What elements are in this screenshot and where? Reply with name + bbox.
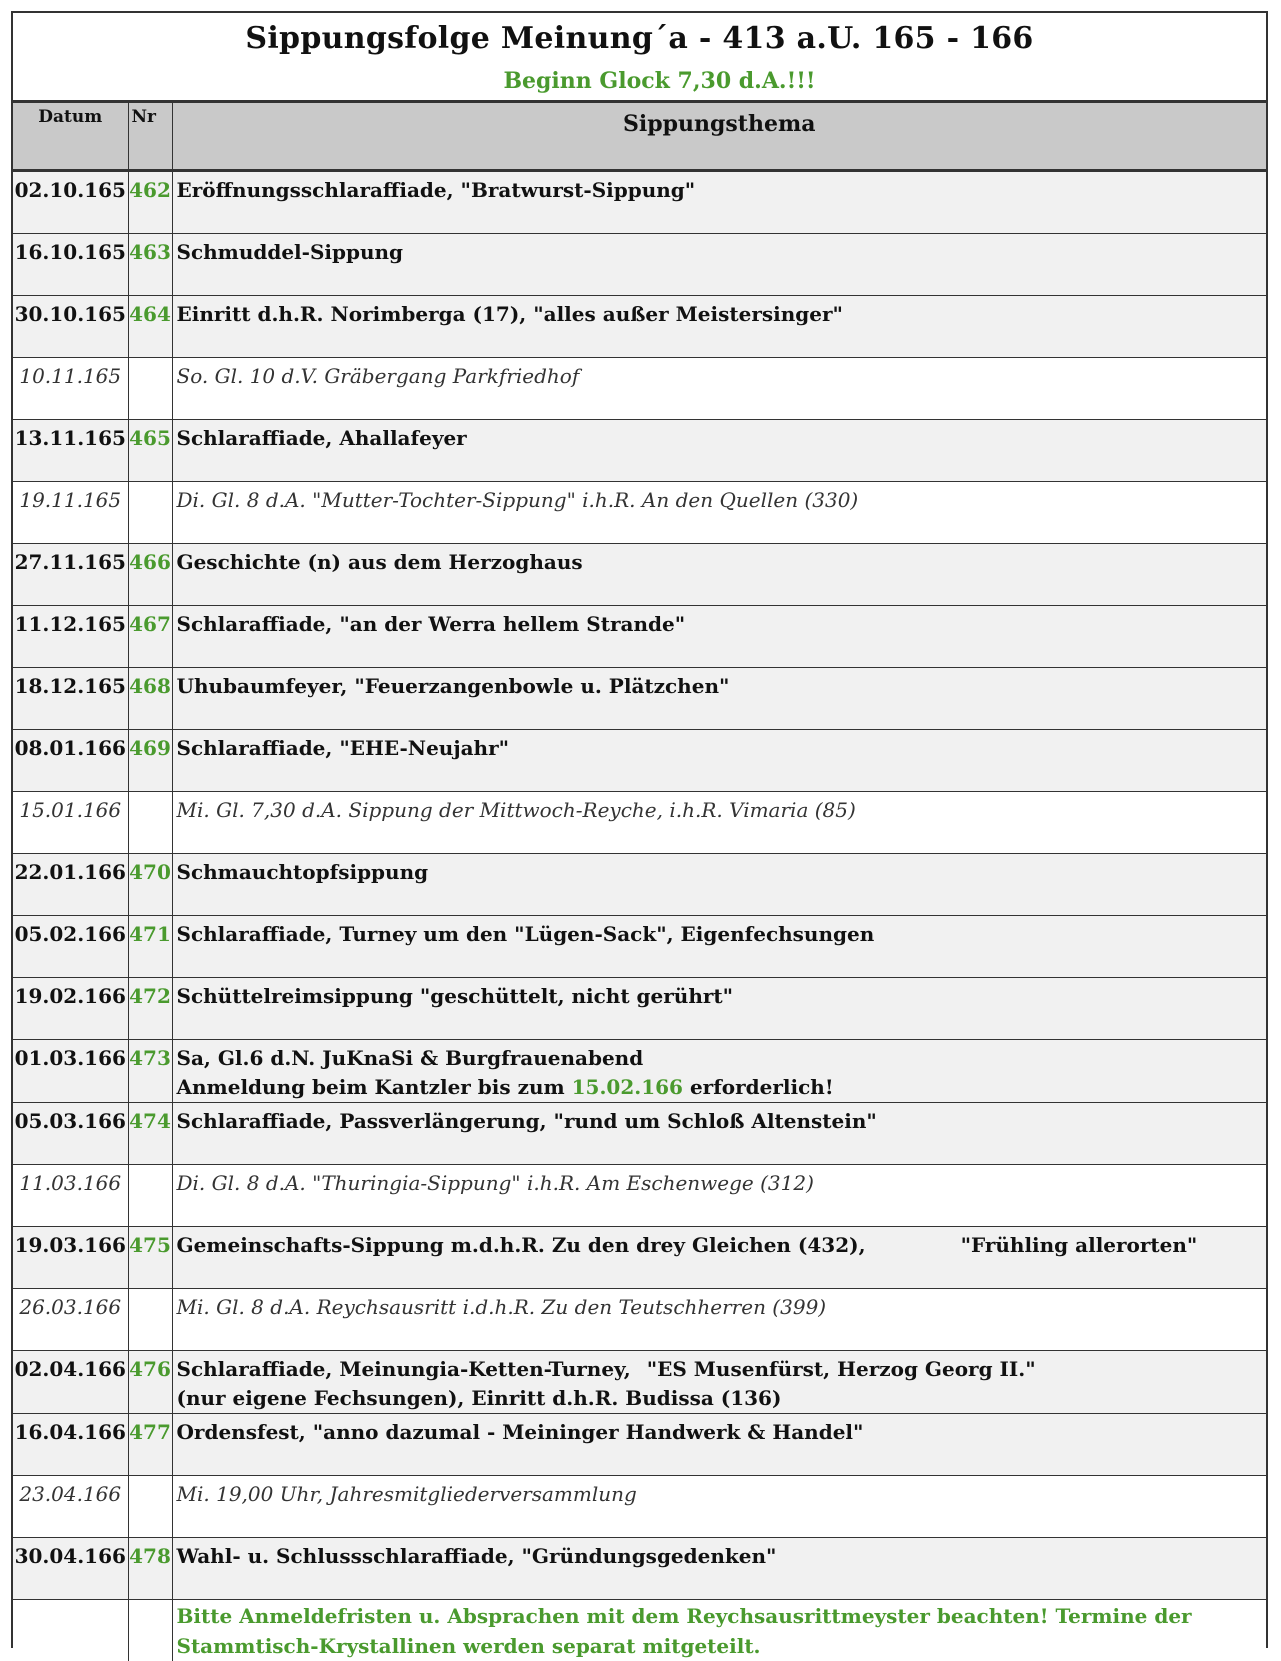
row-topic: Schlaraffiade, "an der Werra hellem Strande" xyxy=(172,606,1266,668)
row-date: 30.10.165 xyxy=(13,296,128,358)
table-header-row xyxy=(13,103,1266,171)
table-row xyxy=(13,544,1266,606)
table-row xyxy=(13,1351,1266,1414)
table-row xyxy=(13,668,1266,730)
row-topic: Wahl- u. Schlussschlaraffiade, "Gründungsgedenken" xyxy=(172,1538,1266,1600)
row-number: 468 xyxy=(128,668,172,730)
row-topic: Mi. 19,00 Uhr, Jahresmitgliederversammlung xyxy=(172,1476,1266,1538)
table-row xyxy=(13,1040,1266,1103)
table-row xyxy=(13,1103,1266,1165)
start-time-note: Beginn Glock 7,30 d.A.!!! xyxy=(13,68,1266,94)
row-date: 30.04.166 xyxy=(13,1538,128,1600)
row-date: 23.04.166 xyxy=(13,1476,128,1538)
row-topic: Schüttelreimsippung "geschüttelt, nicht gerührt" xyxy=(172,978,1266,1040)
schedule-sheet xyxy=(11,11,1268,1648)
row-topic: Schlaraffiade, "EHE-Neujahr" xyxy=(172,730,1266,792)
table-row xyxy=(13,1227,1266,1289)
column-header-nr: Nr xyxy=(128,103,172,171)
schedule-table xyxy=(13,103,1266,1661)
row-topic-line1: Sa, Gl.6 d.N. JuKnaSi & Burgfrauenabend xyxy=(177,1044,1267,1073)
column-header-date: Datum xyxy=(13,103,128,171)
table-row xyxy=(13,606,1266,668)
table-row xyxy=(13,1165,1266,1227)
row-number: 462 xyxy=(128,171,172,234)
row-number: 465 xyxy=(128,420,172,482)
row-number xyxy=(128,482,172,544)
row-topic: Mi. Gl. 8 d.A. Reychsausritt i.d.h.R. Zu den Teutschherren (399) xyxy=(172,1289,1266,1351)
row-date: 13.11.165 xyxy=(13,420,128,482)
row-number xyxy=(128,1289,172,1351)
table-row xyxy=(13,358,1266,420)
row-date: 02.10.165 xyxy=(13,171,128,234)
row-date: 08.01.166 xyxy=(13,730,128,792)
row-date: 11.12.165 xyxy=(13,606,128,668)
table-row xyxy=(13,792,1266,854)
row-date: 05.02.166 xyxy=(13,916,128,978)
row-number: 477 xyxy=(128,1414,172,1476)
row-topic-part2: "Frühling allerorten" xyxy=(961,1233,1198,1257)
row-number: 463 xyxy=(128,234,172,296)
row-topic-line2 xyxy=(177,1073,1267,1102)
row-date: 19.03.166 xyxy=(13,1227,128,1289)
row-topic xyxy=(172,1227,1266,1289)
row-topic-part1: Schlaraffiade, Meinungia-Ketten-Turney, xyxy=(177,1357,631,1381)
table-row xyxy=(13,482,1266,544)
table-row xyxy=(13,1289,1266,1351)
row-date: 19.02.166 xyxy=(13,978,128,1040)
footer-row xyxy=(13,1600,1266,1661)
table-row xyxy=(13,1476,1266,1538)
row-number: 475 xyxy=(128,1227,172,1289)
row-number: 478 xyxy=(128,1538,172,1600)
title-box xyxy=(13,13,1266,103)
row-topic: Schlaraffiade, Passverlängerung, "rund um Schloß Altenstein" xyxy=(172,1103,1266,1165)
row-date: 16.04.166 xyxy=(13,1414,128,1476)
row-topic: Ordensfest, "anno dazumal - Meininger Handwerk & Handel" xyxy=(172,1414,1266,1476)
page-title: Sippungsfolge Meinung´a - 413 a.U. 165 - 166 xyxy=(13,21,1266,56)
table-row xyxy=(13,730,1266,792)
footer-empty-nr xyxy=(128,1600,172,1661)
table-row xyxy=(13,234,1266,296)
row-topic: Schmuddel-Sippung xyxy=(172,234,1266,296)
row-number: 470 xyxy=(128,854,172,916)
row-number xyxy=(128,1476,172,1538)
table-row xyxy=(13,1538,1266,1600)
row-topic: Schmauchtopfsippung xyxy=(172,854,1266,916)
row-topic xyxy=(172,1040,1266,1103)
column-header-topic: Sippungsthema xyxy=(172,103,1266,171)
table-row xyxy=(13,916,1266,978)
row-topic: Geschichte (n) aus dem Herzoghaus xyxy=(172,544,1266,606)
row-topic: Uhubaumfeyer, "Feuerzangenbowle u. Plätzchen" xyxy=(172,668,1266,730)
row-topic: Mi. Gl. 7,30 d.A. Sippung der Mittwoch-Reyche, i.h.R. Vimaria (85) xyxy=(172,792,1266,854)
row-topic-line2: (nur eigene Fechsungen), Einritt d.h.R. Budissa (136) xyxy=(177,1384,1267,1413)
row-number: 474 xyxy=(128,1103,172,1165)
table-row xyxy=(13,296,1266,358)
row-date: 01.03.166 xyxy=(13,1040,128,1103)
row-date: 19.11.165 xyxy=(13,482,128,544)
row-date: 11.03.166 xyxy=(13,1165,128,1227)
row-topic: Di. Gl. 8 d.A. "Thuringia-Sippung" i.h.R. Am Eschenwege (312) xyxy=(172,1165,1266,1227)
registration-note: Anmeldung beim Kantzler bis zum xyxy=(177,1075,565,1099)
row-topic: Eröffnungsschlaraffiade, "Bratwurst-Sippung" xyxy=(172,171,1266,234)
row-number: 464 xyxy=(128,296,172,358)
row-number xyxy=(128,792,172,854)
registration-deadline: 15.02.166 xyxy=(572,1075,683,1099)
table-row xyxy=(13,171,1266,234)
row-number xyxy=(128,358,172,420)
row-date: 15.01.166 xyxy=(13,792,128,854)
row-date: 02.04.166 xyxy=(13,1351,128,1414)
row-number xyxy=(128,1165,172,1227)
row-date: 22.01.166 xyxy=(13,854,128,916)
row-number: 469 xyxy=(128,730,172,792)
footer-note: Bitte Anmeldefristen u. Absprachen mit dem Reychsausrittmeyster beachten! Termine der Stammtisch-Krystallinen werden separat mitgeteilt. xyxy=(172,1600,1266,1661)
row-date: 26.03.166 xyxy=(13,1289,128,1351)
row-date: 27.11.165 xyxy=(13,544,128,606)
row-number: 473 xyxy=(128,1040,172,1103)
row-topic: Schlaraffiade, Turney um den "Lügen-Sack", Eigenfechsungen xyxy=(172,916,1266,978)
row-number: 476 xyxy=(128,1351,172,1414)
table-row xyxy=(13,420,1266,482)
row-number: 466 xyxy=(128,544,172,606)
row-topic: Einritt d.h.R. Norimberga (17), "alles außer Meistersinger" xyxy=(172,296,1266,358)
row-date: 16.10.165 xyxy=(13,234,128,296)
table-row xyxy=(13,854,1266,916)
row-number: 471 xyxy=(128,916,172,978)
table-row xyxy=(13,1414,1266,1476)
row-topic-part1: Gemeinschafts-Sippung m.d.h.R. Zu den drey Gleichen (432), xyxy=(177,1233,866,1257)
row-topic: So. Gl. 10 d.V. Gräbergang Parkfriedhof xyxy=(172,358,1266,420)
row-topic-line1 xyxy=(177,1355,1267,1384)
registration-required: erforderlich! xyxy=(690,1075,834,1099)
row-topic-part2: "ES Musenfürst, Herzog Georg II." xyxy=(647,1357,1036,1381)
row-topic: Schlaraffiade, Ahallafeyer xyxy=(172,420,1266,482)
row-topic: Di. Gl. 8 d.A. "Mutter-Tochter-Sippung" i.h.R. An den Quellen (330) xyxy=(172,482,1266,544)
row-date: 05.03.166 xyxy=(13,1103,128,1165)
row-topic xyxy=(172,1351,1266,1414)
row-number: 472 xyxy=(128,978,172,1040)
table-row xyxy=(13,978,1266,1040)
row-date: 18.12.165 xyxy=(13,668,128,730)
row-date: 10.11.165 xyxy=(13,358,128,420)
footer-empty-date xyxy=(13,1600,128,1661)
row-number: 467 xyxy=(128,606,172,668)
